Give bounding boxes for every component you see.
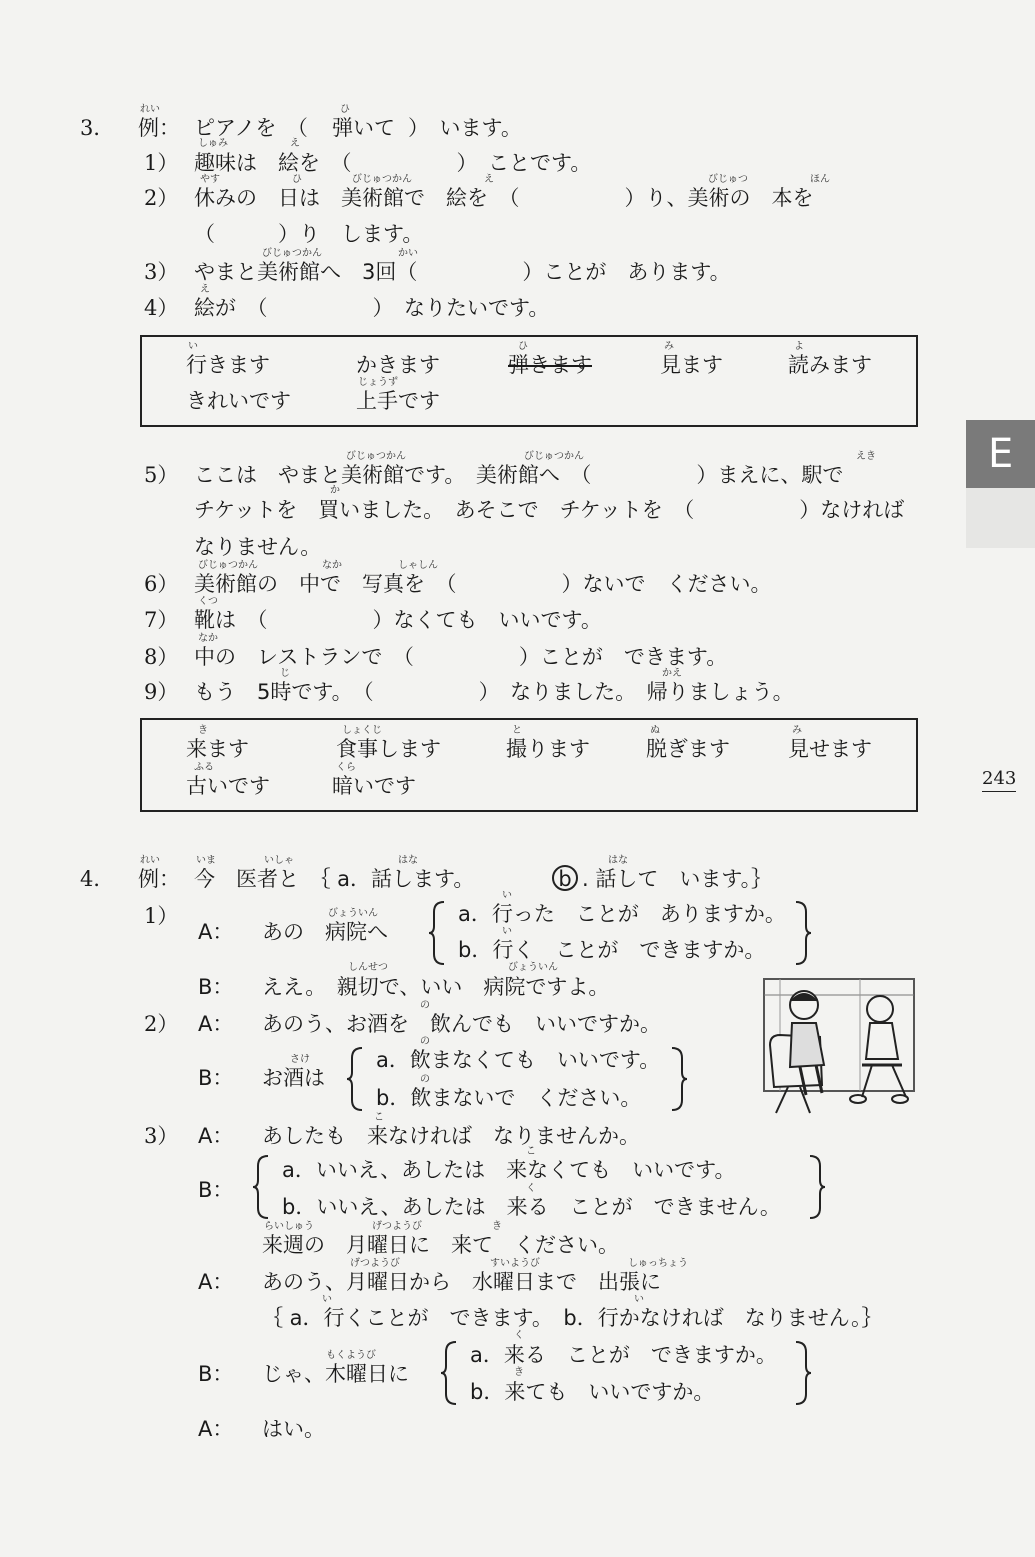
dialog-text: はい。	[262, 1417, 325, 1441]
section-4-number: 4．	[80, 867, 115, 891]
item-number: 2）	[144, 1012, 179, 1036]
item-number: 7）	[144, 608, 179, 632]
furigana: えき	[856, 451, 876, 462]
option-a: a．飲まなくても いいです。	[376, 1048, 661, 1072]
furigana: すいようび	[490, 1258, 540, 1269]
furigana: の	[420, 1036, 430, 1047]
right-brace	[792, 900, 812, 966]
left-brace	[346, 1046, 366, 1112]
speaker-a: A：	[198, 920, 234, 944]
item-text: （ ）り します。	[194, 222, 424, 246]
option-a: a．行った ことが ありますか。	[458, 902, 786, 926]
furigana: しゃしん	[398, 560, 438, 571]
item-number: 6）	[144, 572, 179, 596]
item-number: 3）	[144, 1124, 179, 1148]
furigana: しゅっちょう	[628, 1258, 688, 1269]
furigana: くら	[336, 762, 356, 773]
item-text: 靴は （ ）なくても いいです。	[194, 608, 602, 632]
furigana: い	[188, 341, 198, 352]
furigana: ぬ	[650, 725, 660, 736]
left-brace	[440, 1340, 460, 1406]
dialog-text: ええ。 親切で、いい 病院ですよ。	[262, 975, 610, 999]
furigana: と	[512, 725, 522, 736]
furigana: げつようび	[350, 1258, 400, 1269]
word-choice: きれいです	[186, 389, 291, 413]
dialog-text: あのう、お酒を 飲んでも いいですか。	[262, 1012, 661, 1036]
furigana: ふる	[194, 762, 214, 773]
item-number: 5）	[144, 463, 179, 487]
furigana: み	[792, 725, 802, 736]
dialog-text: あの 病院へ	[262, 920, 388, 944]
example-answer: 弾いて	[332, 116, 395, 140]
section-tab-shadow	[966, 488, 1035, 548]
answer-circle: b	[552, 865, 578, 891]
dialog-choice: ｛ a．行くことが できます。 b．行かなければ なりません。｝	[262, 1306, 883, 1330]
circled-answer	[552, 865, 578, 891]
furigana: しんせつ	[348, 962, 388, 973]
option-b: b．行く ことが できますか。	[458, 938, 766, 962]
item-number: 4）	[144, 296, 179, 320]
example-text: 今 医者と ｛ a．話します。	[194, 867, 475, 891]
furigana: はな	[398, 855, 418, 866]
speaker-a: A：	[198, 1270, 234, 1294]
left-brace	[252, 1154, 272, 1220]
furigana: い	[322, 1294, 332, 1305]
furigana: れい	[140, 855, 160, 866]
furigana: い	[502, 890, 512, 901]
speaker-b: B：	[198, 1362, 234, 1386]
furigana: こ	[374, 1112, 384, 1123]
option-a: a．いいえ、あしたは 来なくても いいです。	[282, 1158, 736, 1182]
speaker-a: A：	[198, 1012, 234, 1036]
item-number: 2）	[144, 186, 179, 210]
dialog-text: あのう、月曜日から 水曜日まで 出張に	[262, 1270, 661, 1294]
item-number: 8）	[144, 645, 179, 669]
furigana: よ	[794, 341, 804, 352]
furigana: さけ	[290, 1054, 310, 1065]
dialog-text: じゃ、木曜日に	[262, 1362, 409, 1386]
furigana: かい	[398, 248, 418, 259]
furigana: か	[330, 485, 340, 496]
word-choice: 食事します	[336, 737, 441, 761]
example-text: . 話して います。｝	[582, 867, 773, 891]
example-pre: ピアノを （	[194, 116, 308, 140]
option-b: b．来ても いいですか。	[470, 1380, 715, 1404]
word-choice: 読みます	[788, 353, 872, 377]
furigana: びじゅつかん	[524, 451, 584, 462]
furigana: らいしゅう	[264, 1221, 314, 1232]
item-number: 1）	[144, 151, 179, 175]
furigana: げつようび	[372, 1221, 422, 1232]
furigana: の	[420, 1074, 430, 1085]
furigana: き	[492, 1221, 502, 1232]
option-b: b．いいえ、あしたは 来る ことが できません。	[282, 1195, 781, 1219]
furigana: き	[514, 1367, 524, 1378]
word-choice: 古いです	[186, 774, 270, 798]
example-label: 例：	[138, 116, 180, 140]
option-a: a．来る ことが できますか。	[470, 1343, 777, 1367]
furigana: い	[634, 1294, 644, 1305]
item-text: もう 5時です。 （ ） なりました。 帰りましょう。	[194, 680, 794, 704]
item-text: 美術館の 中で 写真を （ ）ないで ください。	[194, 572, 772, 596]
item-number: 3）	[144, 260, 179, 284]
item-text: 休みの 日は 美術館で 絵を （ ）り、美術の 本を	[194, 186, 814, 210]
doctor-patient-illustration	[760, 975, 920, 1125]
furigana: ひ	[340, 104, 350, 115]
example-label: 例：	[138, 867, 180, 891]
furigana: しゅみ	[198, 138, 228, 149]
furigana: ひ	[292, 174, 302, 185]
furigana: びじゅつ	[708, 174, 748, 185]
word-choice: 上手です	[356, 389, 440, 413]
example-post: ） います。	[408, 116, 522, 140]
furigana: やす	[200, 174, 220, 185]
item-text: 趣味は 絵を （ ） ことです。	[194, 151, 592, 175]
furigana: ひ	[518, 341, 528, 352]
word-choice: 脱ぎます	[646, 737, 730, 761]
furigana: びじゅつかん	[262, 248, 322, 259]
furigana: びょういん	[328, 908, 378, 919]
item-number: 9）	[144, 680, 179, 704]
furigana: く	[514, 1330, 524, 1341]
section-tab-letter: E	[988, 431, 1014, 477]
word-choice: 見せます	[788, 737, 872, 761]
furigana: え	[200, 284, 210, 295]
furigana: もくようび	[326, 1350, 376, 1361]
furigana: びじゅつかん	[198, 560, 258, 571]
item-text: なりません。	[194, 535, 322, 559]
furigana: じ	[280, 668, 290, 679]
right-brace	[668, 1046, 688, 1112]
speaker-b: B：	[198, 975, 234, 999]
furigana: こ	[526, 1146, 536, 1157]
item-text: 絵が （ ） なりたいです。	[194, 296, 550, 320]
item-text: 中の レストランで （ ）ことが できます。	[194, 645, 728, 669]
speaker-a: A：	[198, 1124, 234, 1148]
speaker-a: A：	[198, 1417, 234, 1441]
speaker-b: B：	[198, 1066, 234, 1090]
dialog-text: あしたも 来なければ なりませんか。	[262, 1124, 640, 1148]
speaker-b: B：	[198, 1178, 234, 1202]
furigana: え	[484, 174, 494, 185]
furigana: じょうず	[358, 377, 398, 388]
furigana: い	[502, 926, 512, 937]
right-brace	[806, 1154, 826, 1220]
right-brace	[792, 1340, 812, 1406]
furigana: ほん	[810, 174, 830, 185]
dialog-text: 来週の 月曜日に 来て ください。	[262, 1233, 619, 1257]
item-text: ここは やまと美術館です。 美術館へ （ ）まえに、駅で	[194, 463, 844, 487]
word-choice-used: 弾きます	[508, 353, 592, 377]
furigana: み	[664, 341, 674, 352]
word-choice: 来ます	[186, 737, 249, 761]
furigana: く	[526, 1183, 536, 1194]
furigana: しょくじ	[342, 725, 382, 736]
word-choice: 撮ります	[506, 737, 590, 761]
word-choice: 見ます	[660, 353, 723, 377]
word-choice: 行きます	[186, 353, 270, 377]
left-brace	[428, 900, 448, 966]
furigana: かえ	[662, 668, 682, 679]
furigana: はな	[608, 855, 628, 866]
word-choice: 暗いです	[332, 774, 416, 798]
item-number: 1）	[144, 904, 179, 928]
furigana: びょういん	[508, 962, 558, 973]
item-text: やまと美術館へ 3回（ ）ことが あります。	[194, 260, 731, 284]
option-b: b．飲まないで ください。	[376, 1086, 642, 1110]
page-number: 243	[982, 768, 1016, 792]
furigana: え	[290, 138, 300, 149]
furigana: なか	[322, 560, 342, 571]
furigana: いしゃ	[264, 855, 294, 866]
furigana: びじゅつかん	[346, 451, 406, 462]
section-3-number: 3．	[80, 116, 115, 140]
furigana: なか	[198, 633, 218, 644]
word-choice: かきます	[356, 353, 440, 377]
furigana: き	[198, 725, 208, 736]
furigana: びじゅつかん	[352, 174, 412, 185]
furigana: の	[420, 1000, 430, 1011]
dialog-text: お酒は	[262, 1066, 325, 1090]
furigana: くつ	[198, 596, 218, 607]
furigana: いま	[196, 855, 216, 866]
item-text: チケットを 買いました。 あそこで チケットを （ ）なければ	[194, 498, 905, 522]
furigana: れい	[140, 104, 160, 115]
